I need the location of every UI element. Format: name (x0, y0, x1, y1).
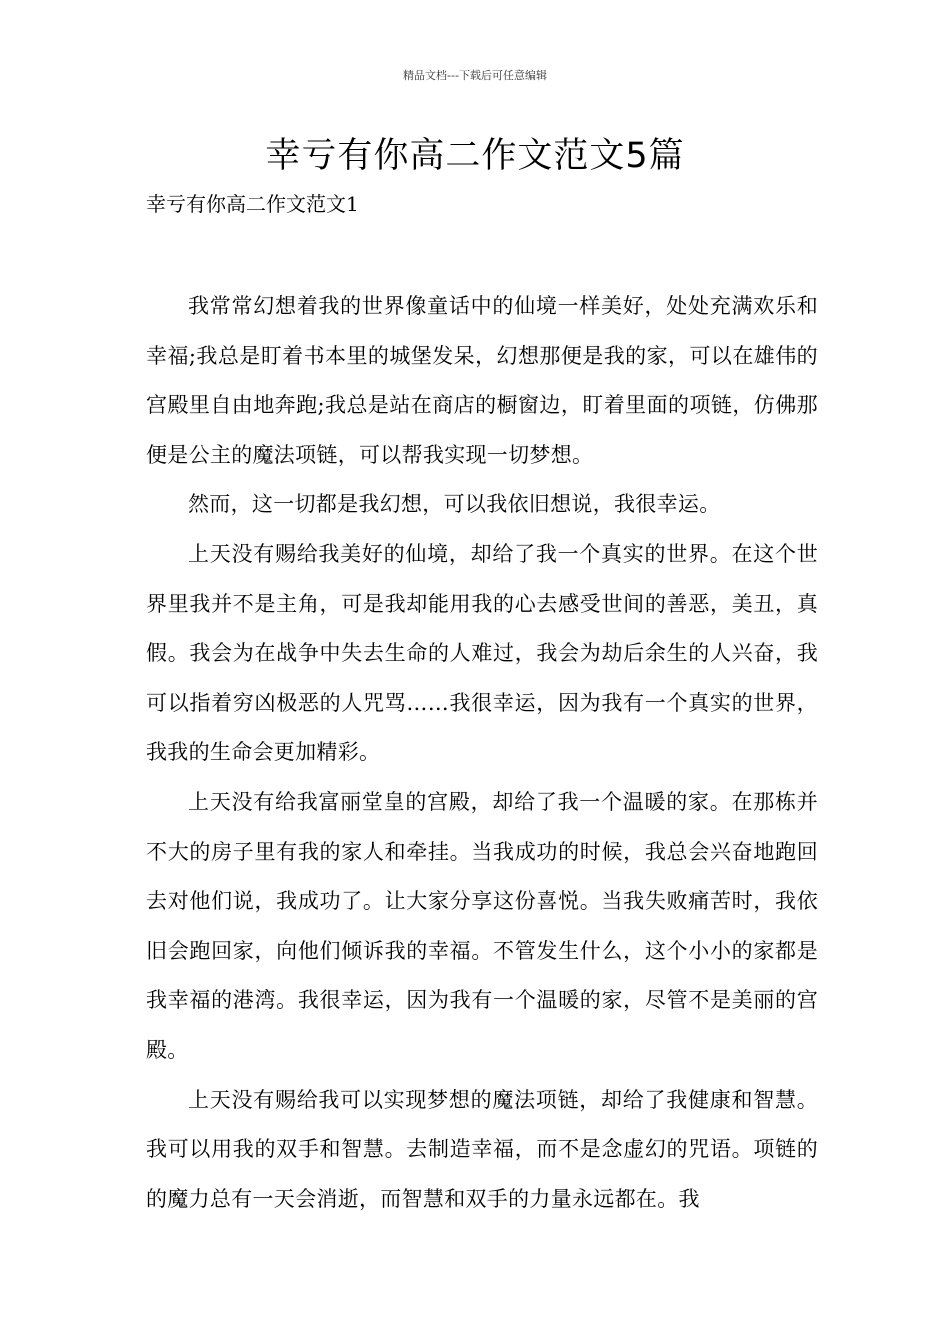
paragraph: 然而，这一切都是我幻想，可以我依旧想说，我很幸运。 (188, 492, 721, 517)
body-text (146, 282, 818, 1224)
document-title: 幸亏有你高二作文范文5篇 (265, 136, 685, 176)
section-heading: 幸亏有你高二作文范文1 (146, 192, 359, 216)
paragraph: 我常常幻想着我的世界像童话中的仙境一样美好，处处充满欢乐和幸福;我总是盯着书本里的城堡发呆，幻想那便是我的家，可以在雄伟的宫殿里自由地奔跑;我总是站在商店的橱窗边，盯着里面的项链，仿佛那便是公主的魔法项链，可以帮我实现一切梦想。 (146, 294, 818, 467)
header-note: 精品文档---下载后可任意编辑 (403, 69, 547, 82)
paragraph: 上天没有赐给我美好的仙境，却给了我一个真实的世界。在这个世界里我并不是主角，可是我却能用我的心去感受世间的善恶，美丑，真假。我会为在战争中失去生命的人难过，我会为劫后余生的人兴奋，我可以指着穷凶极恶的人咒骂……我很幸运，因为我有一个真实的世界，我我的生命会更加精彩。 (146, 541, 818, 765)
paragraph: 上天没有赐给我可以实现梦想的魔法项链，却给了我健康和智慧。我可以用我的双手和智慧。去制造幸福，而不是念虚幻的咒语。项链的的魔力总有一天会消逝，而智慧和双手的力量永远都在。我 (146, 1087, 818, 1211)
paragraph: 上天没有给我富丽堂皇的宫殿，却给了我一个温暖的家。在那栋并不大的房子里有我的家人和牵挂。当我成功的时候，我总会兴奋地跑回去对他们说，我成功了。让大家分享这份喜悦。当我失败痛苦时，我依旧会跑回家，向他们倾诉我的幸福。不管发生什么，这个小小的家都是我幸福的港湾。我很幸运，因为我有一个温暖的家，尽管不是美丽的宫殿。 (146, 789, 818, 1062)
